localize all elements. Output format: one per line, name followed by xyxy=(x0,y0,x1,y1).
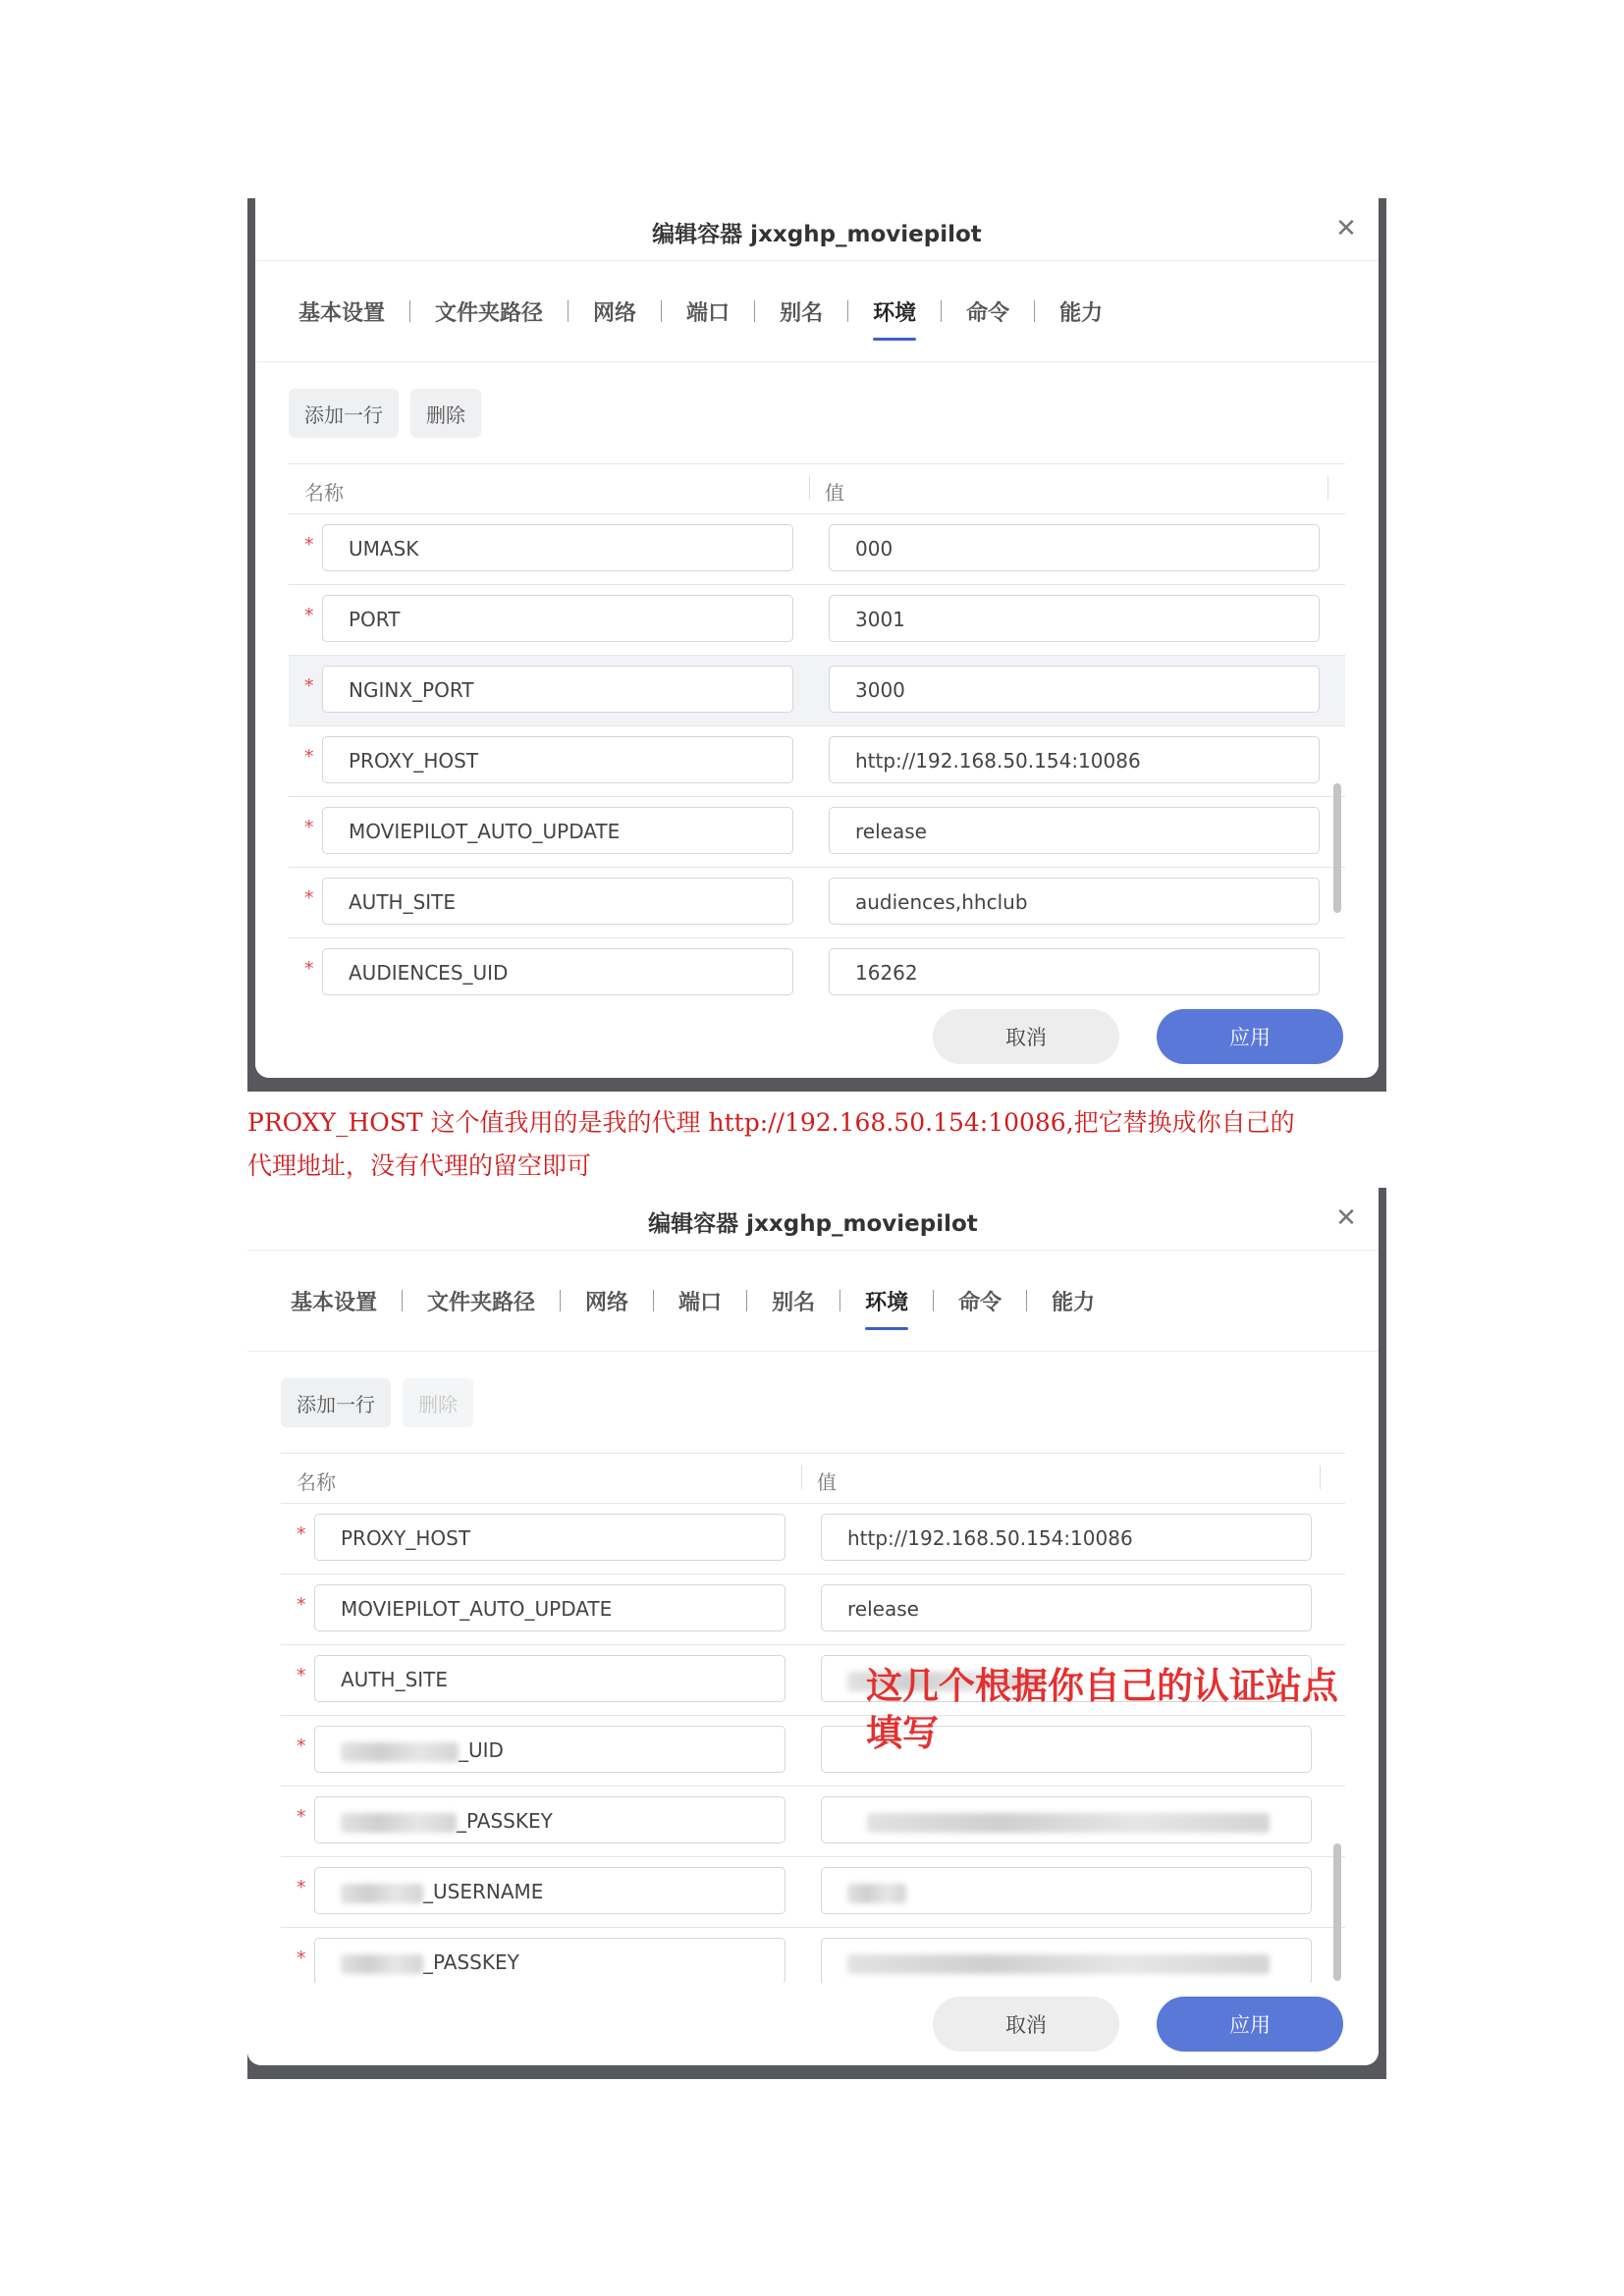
tab-divider xyxy=(409,300,410,322)
tab-command[interactable]: 命令 xyxy=(966,300,1010,326)
delete-button[interactable]: 删除 xyxy=(410,389,481,438)
tab-ports[interactable]: 端口 xyxy=(686,300,731,326)
tab-aliases[interactable]: 别名 xyxy=(780,300,824,326)
redacted-prefix xyxy=(341,1813,457,1833)
table-row xyxy=(289,726,1345,797)
env-name-suffix: _PASSKEY xyxy=(423,1950,519,1974)
scrollbar[interactable] xyxy=(1333,512,1341,1009)
dialog-header xyxy=(255,198,1379,261)
required-marker: * xyxy=(304,817,314,838)
env-value-input[interactable]: 000 xyxy=(829,524,1320,571)
annotation-line-2: 填写 xyxy=(866,1712,939,1754)
add-row-button[interactable]: 添加一行 xyxy=(281,1378,391,1427)
required-marker: * xyxy=(297,1735,306,1757)
required-marker: * xyxy=(304,887,314,909)
tab-divider xyxy=(941,300,942,322)
env-name-input[interactable]: MOVIEPILOT_AUTO_UPDATE xyxy=(322,807,793,854)
table-header xyxy=(289,463,1345,514)
table-row xyxy=(289,656,1345,726)
redacted-prefix xyxy=(341,1954,423,1974)
tab-basic-settings[interactable]: 基本设置 xyxy=(291,1290,378,1315)
required-marker: * xyxy=(304,746,314,768)
redacted-value xyxy=(847,1954,1270,1974)
tab-capabilities[interactable]: 能力 xyxy=(1059,300,1104,326)
env-name-input[interactable]: PROXY_HOST xyxy=(314,1514,785,1561)
env-name-input[interactable]: MOVIEPILOT_AUTO_UPDATE xyxy=(314,1584,785,1631)
edit-container-dialog xyxy=(255,198,1379,1078)
tab-capabilities[interactable]: 能力 xyxy=(1052,1290,1096,1315)
scrollbar-thumb[interactable] xyxy=(1333,1843,1341,1981)
env-value-input[interactable] xyxy=(821,1938,1312,1985)
env-name-input[interactable]: PORT xyxy=(322,595,793,642)
tab-divider xyxy=(847,300,848,322)
table-row xyxy=(289,797,1345,868)
table-header xyxy=(281,1453,1345,1504)
required-marker: * xyxy=(304,534,314,556)
tab-folder-paths[interactable]: 文件夹路径 xyxy=(435,300,544,326)
env-value-input[interactable] xyxy=(821,1867,1312,1914)
tab-command[interactable]: 命令 xyxy=(958,1290,1002,1315)
required-marker: * xyxy=(304,958,314,980)
cancel-button[interactable]: 取消 xyxy=(933,1997,1119,2052)
tab-ports[interactable]: 端口 xyxy=(678,1290,723,1315)
env-value-input[interactable]: audiences,hhclub xyxy=(829,878,1320,925)
tab-bar xyxy=(255,261,1379,362)
column-divider xyxy=(1320,1466,1321,1489)
env-value-input[interactable]: http://192.168.50.154:10086 xyxy=(829,736,1320,783)
env-toolbar xyxy=(247,1352,1379,1454)
column-name-header: 名称 xyxy=(297,1470,336,1494)
dialog-title: 编辑容器 jxxghp_moviepilot xyxy=(648,1211,978,1237)
column-divider xyxy=(1327,476,1328,500)
required-marker: * xyxy=(297,1806,306,1828)
tab-divider xyxy=(839,1290,840,1311)
required-marker: * xyxy=(297,1594,306,1616)
scrollbar-thumb[interactable] xyxy=(1333,783,1341,913)
env-name-input[interactable]: NGINX_PORT xyxy=(322,666,793,713)
env-name-suffix: _USERNAME xyxy=(423,1880,544,1903)
table-row xyxy=(289,585,1345,656)
redacted-prefix xyxy=(341,1742,459,1762)
env-name-input[interactable]: AUTH_SITE xyxy=(322,878,793,925)
annotation-overlay xyxy=(866,1663,1357,1757)
required-marker: * xyxy=(304,675,314,697)
table-row xyxy=(281,1787,1345,1857)
env-value-input[interactable]: 16262 xyxy=(829,948,1320,995)
env-name-input[interactable]: AUTH_SITE xyxy=(314,1655,785,1702)
env-name-input[interactable] xyxy=(314,1938,785,1985)
required-marker: * xyxy=(297,1523,306,1545)
env-name-suffix: _UID xyxy=(459,1738,504,1762)
tab-divider xyxy=(1034,300,1035,322)
tab-basic-settings[interactable]: 基本设置 xyxy=(298,300,386,326)
note-line-1: PROXY_HOST 这个值我用的是我的代理 http://192.168.50.154:10086,把它替换成你自己的 xyxy=(247,1108,1295,1137)
env-name-input[interactable]: UMASK xyxy=(322,524,793,571)
tab-divider xyxy=(746,1290,747,1311)
close-icon[interactable]: ✕ xyxy=(1335,214,1357,243)
env-table xyxy=(289,463,1345,1009)
column-value-header: 值 xyxy=(825,481,844,505)
env-table xyxy=(281,1453,1345,1999)
screenshot-2 xyxy=(247,1188,1386,2079)
delete-button[interactable]: 删除 xyxy=(403,1378,473,1427)
tab-divider xyxy=(402,1290,403,1311)
tab-bar xyxy=(247,1251,1379,1352)
dialog-footer xyxy=(247,1983,1379,2065)
tab-environment[interactable]: 环境 xyxy=(855,1286,918,1316)
tab-network[interactable]: 网络 xyxy=(593,300,637,326)
env-value-input[interactable]: 3001 xyxy=(829,595,1320,642)
redacted-value xyxy=(847,1884,906,1903)
env-value-input[interactable]: http://192.168.50.154:10086 xyxy=(821,1514,1312,1561)
table-row xyxy=(281,1857,1345,1928)
column-name-header: 名称 xyxy=(304,481,344,505)
tab-divider xyxy=(754,300,755,322)
env-name-input[interactable] xyxy=(314,1796,785,1843)
dialog-header xyxy=(247,1188,1379,1251)
required-marker: * xyxy=(297,1877,306,1898)
table-row xyxy=(281,1575,1345,1645)
tab-environment[interactable]: 环境 xyxy=(863,296,926,327)
required-marker: * xyxy=(297,1665,306,1686)
env-name-input[interactable]: AUDIENCES_UID xyxy=(322,948,793,995)
table-row xyxy=(289,514,1345,585)
tab-divider xyxy=(653,1290,654,1311)
instruction-note xyxy=(247,1101,1396,1188)
dialog-title: 编辑容器 jxxghp_moviepilot xyxy=(652,222,982,247)
screenshot-1 xyxy=(247,198,1386,1092)
dialog-footer xyxy=(255,995,1379,1078)
edit-container-dialog xyxy=(247,1188,1379,2065)
required-marker: * xyxy=(304,605,314,626)
env-value-input[interactable] xyxy=(821,1796,1312,1843)
redacted-value xyxy=(867,1813,1270,1833)
env-value-input[interactable]: release xyxy=(821,1584,1312,1631)
column-value-header: 值 xyxy=(817,1470,837,1494)
column-divider xyxy=(801,1466,802,1489)
required-marker: * xyxy=(297,1948,306,1969)
apply-button[interactable]: 应用 xyxy=(1157,1009,1343,1064)
column-divider xyxy=(809,476,810,500)
tab-aliases[interactable]: 别名 xyxy=(772,1290,816,1315)
annotation-line-1: 这几个根据你自己的认证站点 xyxy=(866,1665,1338,1707)
tab-divider xyxy=(1026,1290,1027,1311)
tab-folder-paths[interactable]: 文件夹路径 xyxy=(427,1290,536,1315)
tab-divider xyxy=(560,1290,561,1311)
env-toolbar xyxy=(255,362,1379,464)
apply-button[interactable]: 应用 xyxy=(1157,1997,1343,2052)
tab-divider xyxy=(933,1290,934,1311)
note-line-2: 代理地址，没有代理的留空即可 xyxy=(247,1151,592,1180)
table-row xyxy=(281,1504,1345,1575)
close-icon[interactable]: ✕ xyxy=(1335,1203,1357,1233)
add-row-button[interactable]: 添加一行 xyxy=(289,389,399,438)
env-name-suffix: _PASSKEY xyxy=(457,1809,553,1833)
env-name-input[interactable] xyxy=(314,1867,785,1914)
tab-divider xyxy=(661,300,662,322)
env-name-input[interactable]: PROXY_HOST xyxy=(322,736,793,783)
redacted-prefix xyxy=(341,1884,423,1903)
env-value-input[interactable]: 3000 xyxy=(829,666,1320,713)
table-row xyxy=(289,868,1345,938)
env-name-input[interactable] xyxy=(314,1726,785,1773)
env-value-input[interactable]: release xyxy=(829,807,1320,854)
tab-network[interactable]: 网络 xyxy=(585,1290,629,1315)
cancel-button[interactable]: 取消 xyxy=(933,1009,1119,1064)
